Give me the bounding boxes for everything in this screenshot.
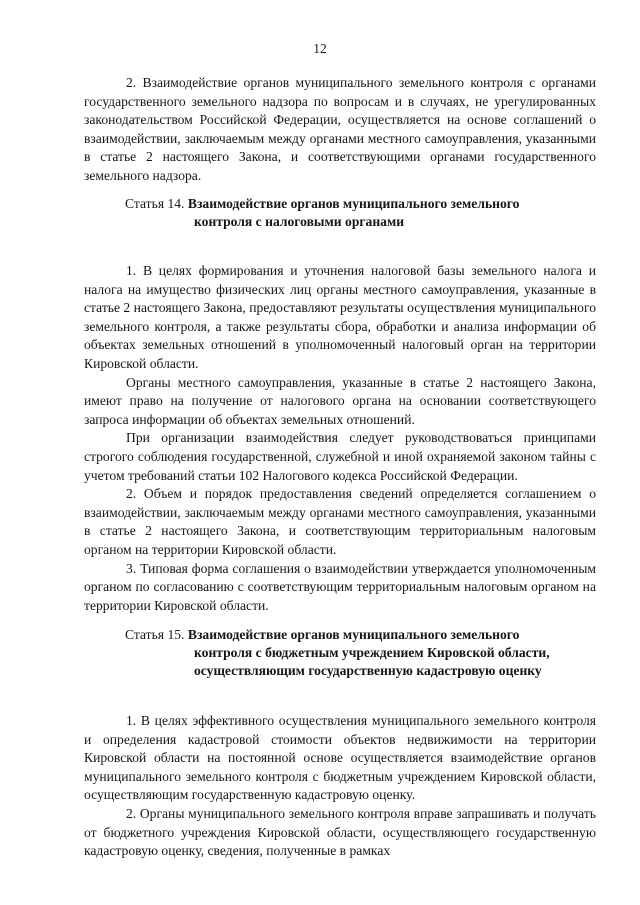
paragraph: 1. В целях эффективного осуществления муниципального земельного контроля и определения кадастровой стоимости объектов недвижимости на территории Кировской области на постоянной основе осуществляется взаимодействие органов муниципального земельного контроля с бюджетным учреждением Кировской области, осуществляющим государственную кадастровую оценку. — [84, 713, 596, 803]
section-13-tail — [84, 74, 596, 186]
paragraph: 2. Органы муниципального земельного контроля вправе запрашивать и получать от бюджетного учреждения Кировской области, осуществляющего государственную кадастровую оценку, сведения, полученные в рамках — [84, 805, 596, 859]
article-15-label: Статья 15. — [125, 627, 185, 642]
article-15-title-line-1: Взаимодействие органов муниципального земельного — [187, 627, 520, 642]
article-15-title-line-2: контроля с бюджетным учреждением Кировской области, — [194, 645, 550, 660]
paragraph: 3. Типовая форма соглашения о взаимодействии утверждается уполномоченным органом по согласованию с соответствующим территориальным налоговым органом на территории Кировской области. — [84, 560, 596, 613]
paragraph: 2. Взаимодействие органов муниципального земельного контроля с органами государственного земельного надзора по вопросам и в случаях, не урегулированных законодательством Российской Федерации, осуществляется на основе соглашений о взаимодействии, заключаемым между органами местного самоуправления, указанными в статье 2 настоящего Закона, и соответствующими органами государственного земельного надзора. — [84, 75, 596, 183]
article-14-title-line-2: контроля с налоговыми органами — [194, 214, 405, 229]
page-number: 12 — [313, 41, 327, 56]
article-15-body — [84, 712, 596, 861]
paragraph: Органы местного самоуправления, указанные в статье 2 настоящего Закона, имеют право на получение от налогового органа на основании соответствующего запроса информации об объектах земельных отношений. — [84, 374, 596, 427]
article-14-label: Статья 14. — [125, 196, 185, 211]
article-14-title-line-1: Взаимодействие органов муниципального земельного — [187, 196, 520, 211]
paragraph: 1. В целях формирования и уточнения налоговой базы земельного налога и налога на имущество физических лиц органы местного самоуправления, указанные в статье 2 настоящего Закона, предоставляют результаты осуществления муниципального земельного контроля, а также результаты сбора, обработки и анализа информации об объектах земельных отношений в уполномоченный налоговый орган на территории Кировской области. — [84, 263, 596, 371]
article-14-body — [84, 262, 596, 615]
paragraph: 2. Объем и порядок предоставления сведений определяется соглашением о взаимодействии, заключаемым между органами местного самоуправления, указанными в статье 2 настоящего Закона, и соответствующим территориальным налоговым органом на территории Кировской области. — [84, 486, 596, 557]
article-15-heading — [0, 626, 640, 684]
paragraph: При организации взаимодействия следует руководствоваться принципами строгого соблюдения государственной, служебной и иной охраняемой законом тайны с учетом требований статьи 102 Налогового кодекса Российской Федерации. — [84, 430, 596, 483]
article-14-heading — [0, 195, 640, 235]
article-15-title-line-3: осуществляющим государственную кадастровую оценку — [194, 663, 542, 678]
